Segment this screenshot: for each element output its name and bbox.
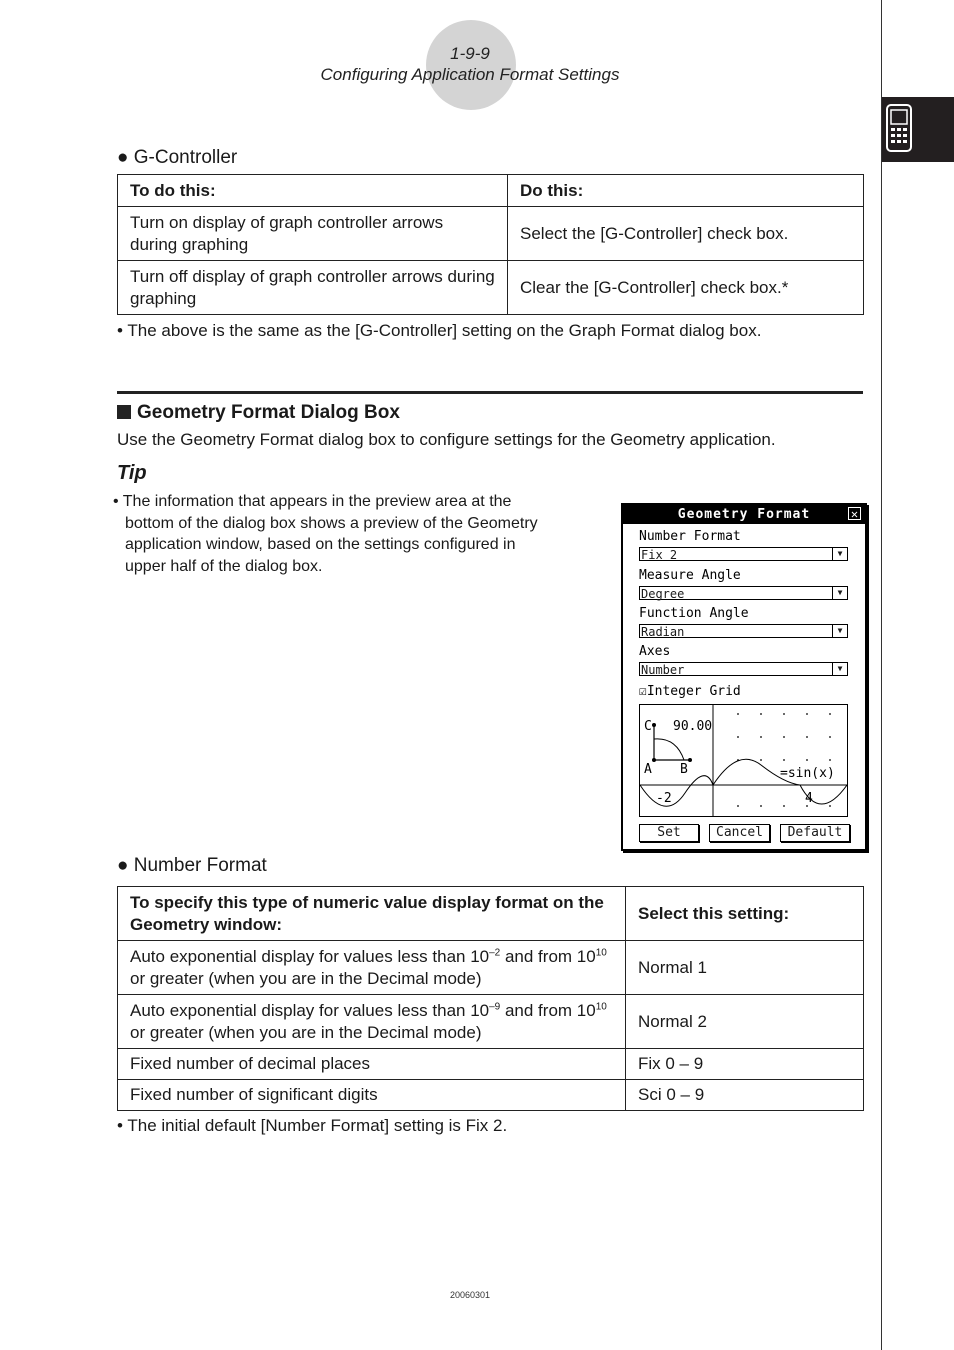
tick-4: 4 bbox=[805, 791, 813, 806]
table-cell: Select the [G-Controller] check box. bbox=[508, 207, 864, 261]
table-header-row bbox=[118, 887, 864, 941]
number-format-value: Fix 2 bbox=[641, 548, 678, 562]
number-format-heading: ● Number Format bbox=[117, 855, 267, 876]
table-cell: Turn on display of graph controller arrows during graphing bbox=[118, 207, 508, 261]
page-header-title: Configuring Application Format Settings bbox=[320, 65, 620, 84]
table-cell: Normal 2 bbox=[626, 995, 864, 1049]
preview-area bbox=[639, 704, 848, 817]
table-cell: Auto exponential display for values less than $10^{-2}$ and from $10^{10}$ or greater (when you are in the Decimal mode) bbox=[118, 941, 626, 995]
preview-graph bbox=[640, 705, 847, 816]
label-c: C bbox=[644, 719, 652, 734]
table-cell: Sci 0 – 9 bbox=[626, 1080, 864, 1111]
set-button[interactable]: Set bbox=[639, 824, 699, 842]
cancel-button[interactable]: Cancel bbox=[709, 824, 770, 842]
table-row bbox=[118, 941, 864, 995]
tip-label: Tip bbox=[117, 462, 147, 484]
number-format-note: • The initial default [Number Format] setting is Fix 2. bbox=[117, 1116, 508, 1135]
function-angle-label: Function Angle bbox=[639, 606, 749, 621]
geometry-format-dialog bbox=[621, 503, 867, 851]
default-button[interactable]: Default bbox=[780, 824, 850, 842]
axes-label: Axes bbox=[639, 644, 671, 659]
number-format-label: Number Format bbox=[639, 529, 741, 544]
arc bbox=[654, 739, 684, 760]
number-format-select[interactable] bbox=[639, 547, 848, 561]
table-row bbox=[118, 995, 864, 1049]
footer-code: 20060301 bbox=[449, 1290, 491, 1300]
table-row bbox=[118, 261, 864, 315]
table-cell: Auto exponential display for values less than $10^{-9}$ and from $10^{10}$ or greater (when you are in the Decimal mode) bbox=[118, 995, 626, 1049]
label-b: B bbox=[680, 762, 688, 777]
table-header-row bbox=[118, 175, 864, 207]
table-row bbox=[118, 1080, 864, 1111]
g-controller-note: • The above is the same as the [G-Controller] setting on the Graph Format dialog box. bbox=[117, 321, 762, 340]
chapter-tab bbox=[882, 97, 954, 162]
dropdown-arrow-icon[interactable]: ▼ bbox=[832, 548, 847, 560]
dropdown-arrow-icon[interactable]: ▼ bbox=[832, 625, 847, 637]
integer-grid-label: Integer Grid bbox=[646, 684, 741, 699]
column-header: To specify this type of numeric value display format on the Geometry window: bbox=[118, 887, 626, 941]
axes-select[interactable] bbox=[639, 662, 848, 676]
table-row bbox=[118, 207, 864, 261]
measure-angle-label: Measure Angle bbox=[639, 568, 741, 583]
table-cell: Fixed number of decimal places bbox=[118, 1049, 626, 1080]
table-cell: Fixed number of significant digits bbox=[118, 1080, 626, 1111]
calculator-icon bbox=[886, 104, 916, 154]
table-cell: Fix 0 – 9 bbox=[626, 1049, 864, 1080]
number-format-table bbox=[117, 886, 864, 1111]
column-header: To do this: bbox=[118, 175, 508, 207]
close-icon[interactable]: ✕ bbox=[848, 507, 861, 520]
label-a: A bbox=[644, 762, 652, 777]
section-title: Geometry Format Dialog Box bbox=[117, 402, 400, 424]
checkbox-checked-icon: ☑ bbox=[639, 684, 647, 699]
measure-angle-select[interactable] bbox=[639, 586, 848, 600]
dropdown-arrow-icon[interactable]: ▼ bbox=[832, 663, 847, 675]
axes-value: Number bbox=[641, 663, 685, 677]
section-rule bbox=[117, 391, 863, 394]
column-header: Select this setting: bbox=[626, 887, 864, 941]
tick-neg2: -2 bbox=[656, 791, 672, 806]
function-angle-select[interactable] bbox=[639, 624, 848, 638]
tip-text: • The information that appears in the preview area at the bottom of the dialog box shows a preview of the Geometry application window, based on the settings configured in upper half of the dialog box. bbox=[113, 493, 538, 575]
page-edge-rule bbox=[881, 0, 882, 1350]
page-number: 1-9-9 bbox=[450, 44, 490, 63]
square-bullet-icon bbox=[117, 405, 131, 419]
column-header: Do this: bbox=[508, 175, 864, 207]
table-cell: Turn off display of graph controller arrows during graphing bbox=[118, 261, 508, 315]
function-label: =sin(x) bbox=[780, 766, 835, 781]
integer-grid-checkbox[interactable] bbox=[639, 685, 741, 699]
table-cell: Normal 1 bbox=[626, 941, 864, 995]
angle-value: 90.00 bbox=[673, 719, 713, 734]
function-angle-value: Radian bbox=[641, 625, 685, 639]
measure-angle-value: Degree bbox=[641, 587, 685, 601]
g-controller-heading: ● G-Controller bbox=[117, 147, 238, 168]
g-controller-table bbox=[117, 174, 864, 315]
section-description: Use the Geometry Format dialog box to configure settings for the Geometry application. bbox=[117, 430, 776, 449]
dropdown-arrow-icon[interactable]: ▼ bbox=[832, 587, 847, 599]
table-row bbox=[118, 1049, 864, 1080]
table-cell: Clear the [G-Controller] check box.* bbox=[508, 261, 864, 315]
dialog-title: Geometry Format bbox=[623, 505, 865, 524]
